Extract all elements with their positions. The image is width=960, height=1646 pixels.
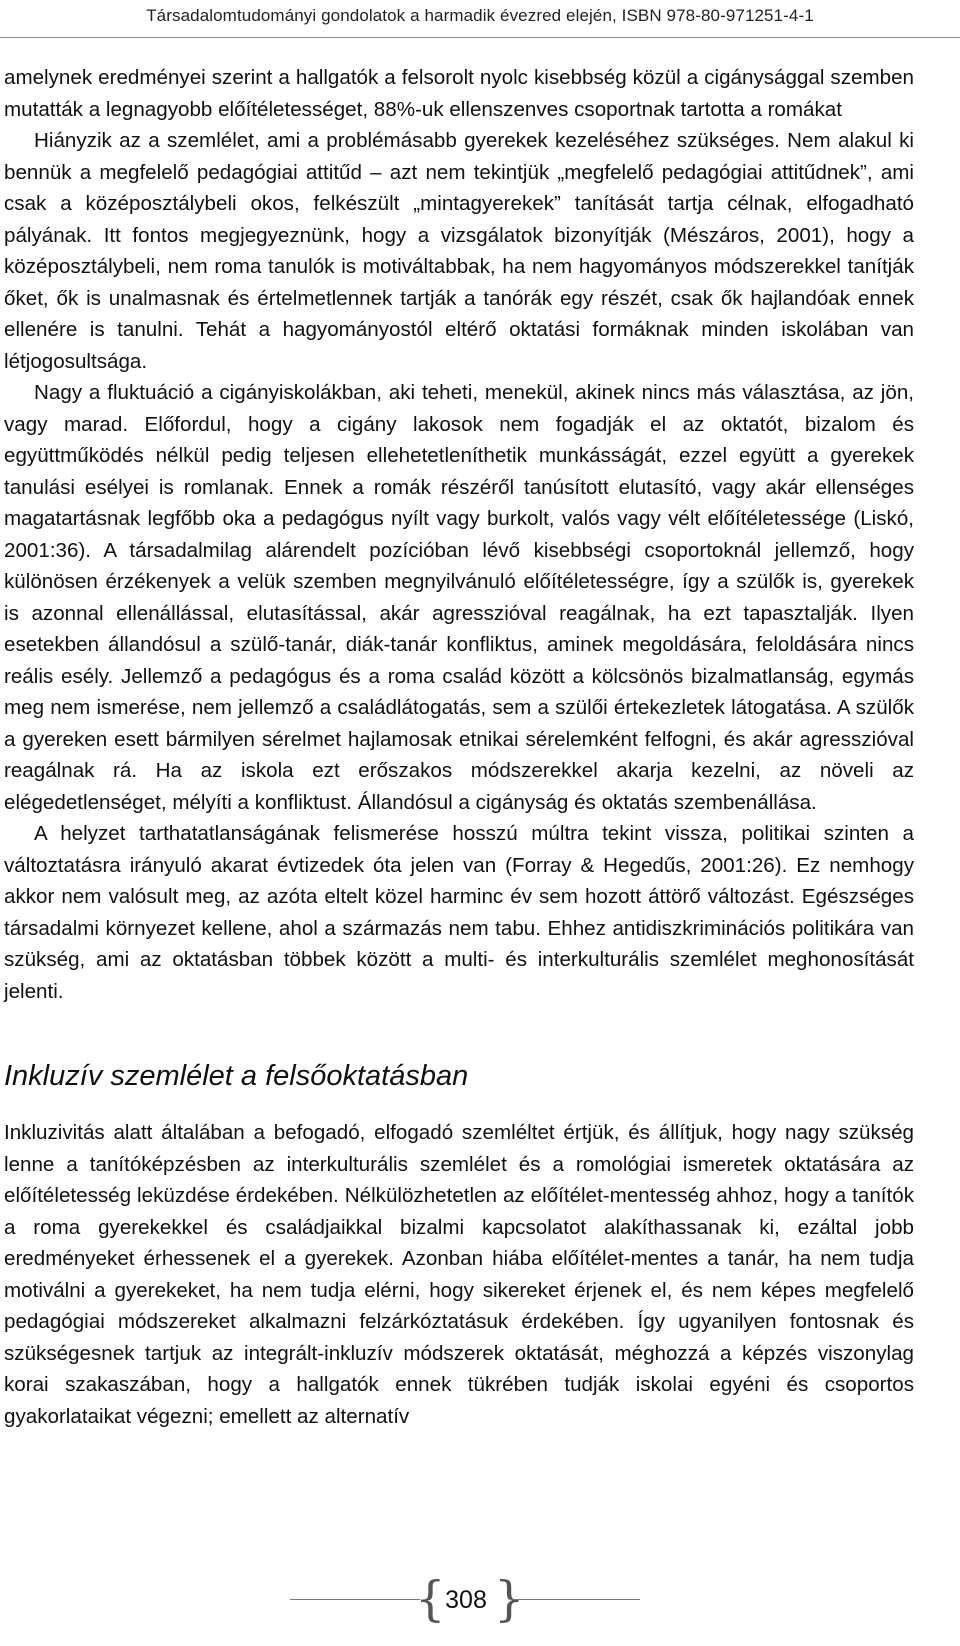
body-paragraph-2: Hiányzik az a szemlélet, ami a problémásabb gyerekek kezeléséhez szükséges. Nem alakul ki bennük a megfelelő pedagógiai attitűd – azt nem tekintjük „megfelelő pedagógiai attitűdnek”, ami csak a középosztálybeli okos, felkészült „mintagyerekek” tanítását tartja célnak, elfogadható pályának. Itt fontos megjegyeznünk, hogy a vizsgálatok bizonyítják (Mészáros, 2001), hogy a középosztálybeli, nem roma tanulók is motiváltabbak, ha nem hagyományos módszerekkel tanítják őket, ők is unalmasnak és értelmetlennek tartják a tanórák egy részét, csak ők hajlandóak ennek ellenére is tanulni. Tehát a hagyományostól eltérő oktatási formáknak minden iskolában van létjogosultsága. [4, 129, 914, 373]
body-paragraph-3: Nagy a fluktuáció a cigányiskolákban, aki teheti, menekül, akinek nincs más választása, az jön, vagy marad. Előfordul, hogy a cigány lakosok nem fogadják el az oktatót, bizalom és együttműködés nélkül pedig teljesen ellehetetleníthetik munkásságát, ezzel együtt a gyerekek tanulási esélyei is romlanak. Ennek a romák részéről tanúsított elutasító, vagy akár ellenséges magatartásnak legfőbb oka a pedagógus nyílt vagy burkolt, valós vagy vélt előítéletessége (Liskó, 2001:36). A társadalmilag alárendelt pozícióban lévő kisebbségi csoportoknál jellemző, hogy különösen érzékenyek a velük szemben megnyilvánuló előítéletességre, így a szülők is, gyerekek is azonnal ellenállással, elutasítással, akár agresszióval reagálnak, ha ezt tapasztalják. Ilyen esetekben állandósul a szülő-tanár, diák-tanár konfliktus, aminek megoldására, feloldására nincs reális esély. Jellemző a pedagógus és a roma család között a kölcsönös bizalmatlanság, egymás meg nem ismerése, nem jellemző a családlátogatás, sem a szülői értekezletek látogatása. A szülők a gyereken esett bármilyen sérelmet hajlamosak etnikai sérelemként felfogni, és akár agresszióval reagálnak rá. Ha az iskola ezt erőszakos módszerekkel akarja kezelni, az növeli az elégedetlenséget, mélyíti a konfliktust. Állandósul a cigányság és oktatás szembenállása. [4, 381, 914, 814]
footer-right-brace-icon: } [494, 1571, 525, 1627]
running-header [0, 0, 960, 38]
body-paragraph-1: amelynek eredményei szerint a hallgatók a felsorolt nyolc kisebbség közül a cigánysággal szemben mutatták a legnagyobb előítéletességet, 88%-uk ellenszenves csoportnak tartotta a romákat [4, 66, 914, 121]
body-paragraph-4: A helyzet tarthatatlanságának felismerése hosszú múltra tekint vissza, politikai szinten a változtatásra irányuló akarat évtizedek óta jelen van (Forray & Hegedűs, 2001:26). Ez nemhogy akkor nem valósult meg, az azóta eltelt közel harminc év sem hozott áttörő változást. Egészséges társadalmi környezet kellene, ahol a származás nem tabu. Ehhez antidiszkriminációs politikára van szükség, ami az oktatásban többek között a multi- és interkulturális szemlélet meghonosítását jelenti. [4, 822, 914, 1003]
footer-left-brace-icon: { [415, 1571, 446, 1627]
footer-rule-right [510, 1599, 640, 1600]
page-footer [0, 1571, 960, 1627]
section-paragraph: Inkluzivitás alatt általában a befogadó, elfogadó szemléltet értjük, és állítjuk, hogy nagy szükség lenne a tanítóképzésben az interkulturális szemlélet és a romológiai ismeretek oktatására az előítéletesség leküzdése érdekében. Nélkülözhetetlen az előítélet-mentesség ahhoz, hogy a tanítók a roma gyerekekkel és családjaikkal bizalmi kapcsolatot alakíthassanak ki, ezáltal jobb eredményeket érhessenek el a gyerekek. Azonban hiába előítélet-mentes a tanár, ha nem tudja motiválni a gyerekeket, ha nem tudja elérni, hogy sikereket érjenek el, és nem képes megfelelő pedagógiai módszereket alkalmazni felzárkóztatásuk érdekében. Így ugyanilyen fontosnak és szükségesnek tartjuk az integrált-inkluzív módszerek oktatását, méghozzá a képzés viszonylag korai szakaszában, hogy a hallgatók ennek tükrében tudják iskolai egyéni és csoportos gyakorlataikat végezni; emellett az alternatív [4, 1121, 914, 1428]
running-header-title: Társadalomtudományi gondolatok a harmadik évezred elején, ISBN 978-80-971251-4-1 [146, 6, 814, 25]
page-number: 308 [445, 1586, 487, 1614]
document-body [4, 62, 914, 1432]
section-heading: Inkluzív szemlélet a felsőoktatásban [4, 1060, 469, 1092]
footer-rule-left [290, 1599, 420, 1600]
